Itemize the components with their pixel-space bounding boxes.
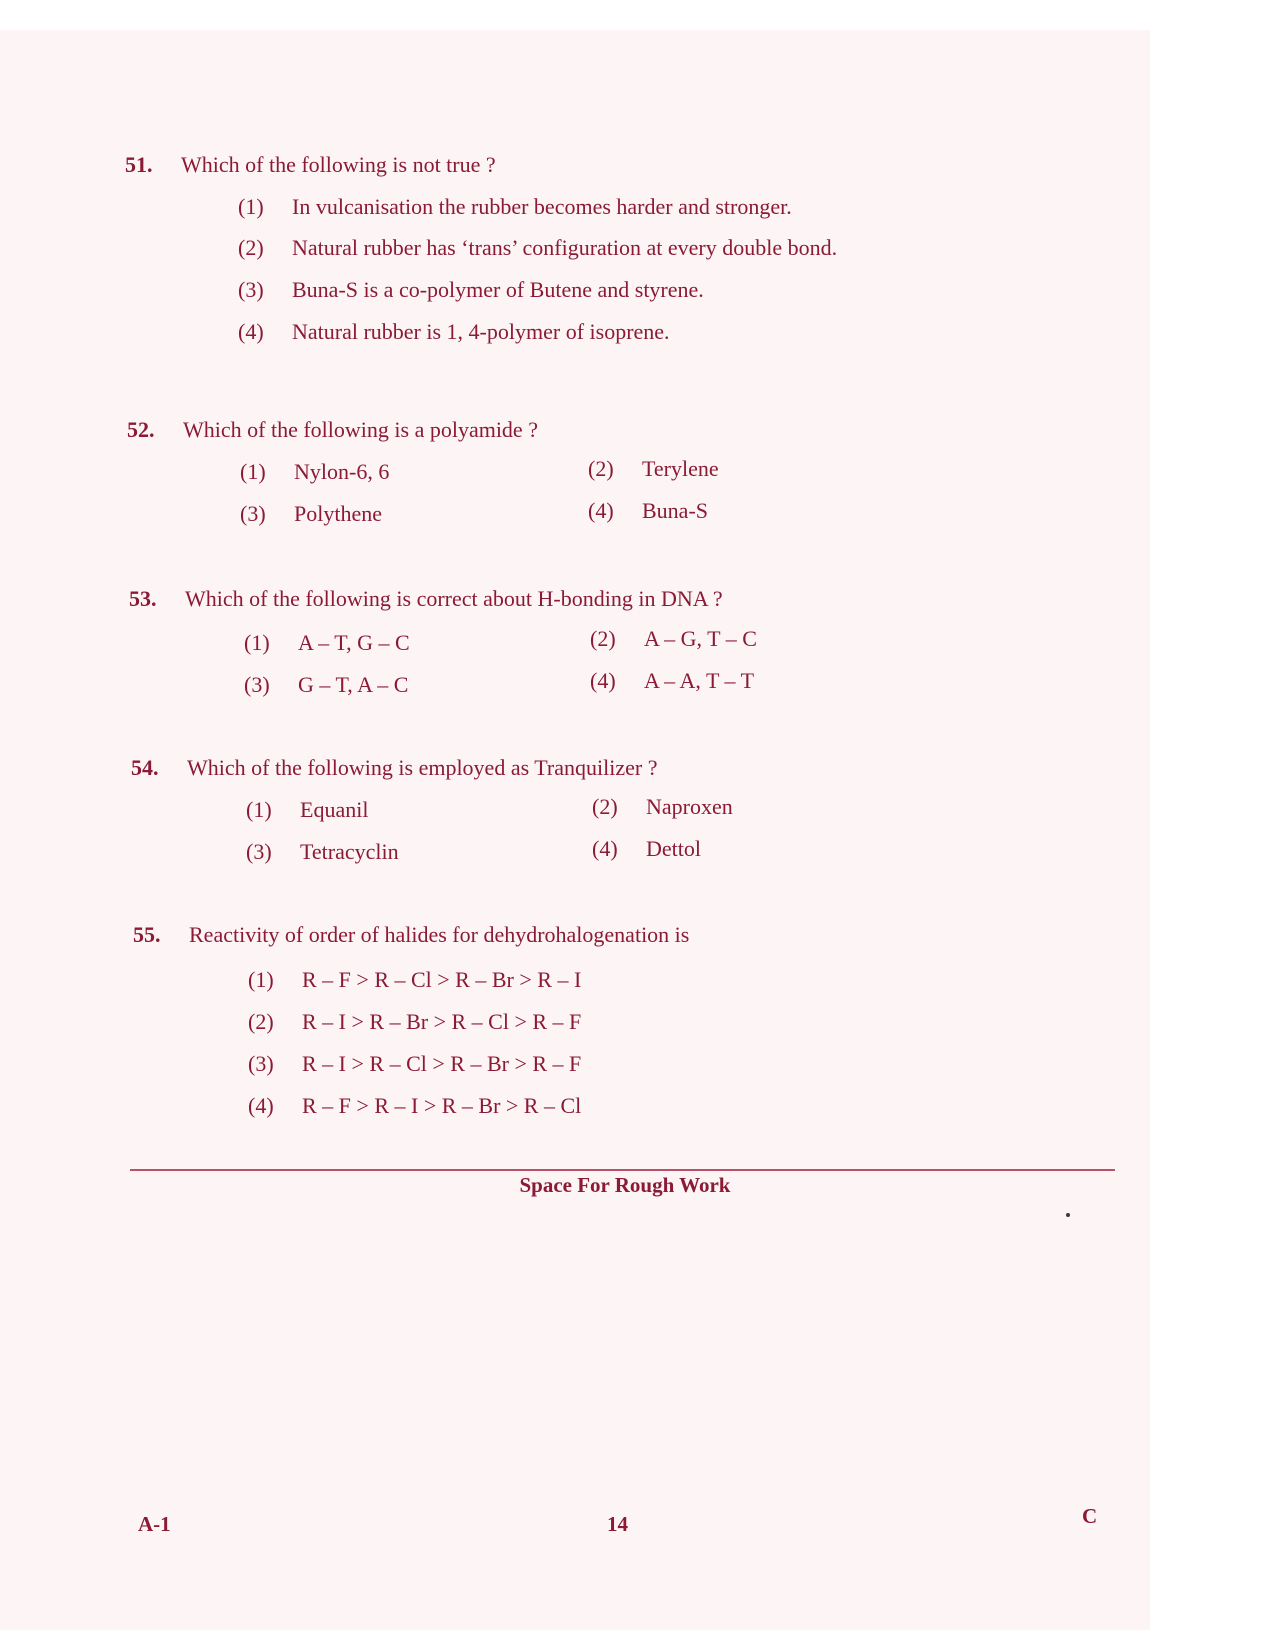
question-text: Reactivity of order of halides for dehydrohalogenation is [189, 922, 690, 947]
option-text: Terylene [642, 456, 719, 481]
option-number: (2) [592, 794, 618, 819]
option-number: (3) [240, 501, 266, 526]
option-text: Polythene [294, 501, 382, 526]
option-55-1 [248, 967, 581, 993]
option-55-2 [248, 1009, 581, 1035]
option-54-3 [246, 839, 399, 865]
option-text: R – I > R – Cl > R – Br > R – F [302, 1051, 582, 1076]
question-number: 53. [129, 586, 157, 611]
option-53-3 [244, 672, 408, 698]
option-number: (2) [238, 235, 264, 260]
option-text: In vulcanisation the rubber becomes harder and stronger. [292, 194, 792, 219]
question-text: Which of the following is employed as Tranquilizer ? [187, 755, 658, 780]
question-number: 52. [127, 417, 155, 442]
option-number: (2) [248, 1009, 274, 1034]
option-number: (4) [588, 498, 614, 523]
option-54-4 [592, 836, 701, 862]
scan-speck [1066, 1213, 1070, 1217]
option-number: (1) [248, 967, 274, 992]
option-text: A – T, G – C [298, 630, 410, 655]
section-divider [130, 1169, 1115, 1171]
series-code: C [1082, 1504, 1098, 1528]
option-text: G – T, A – C [298, 672, 409, 697]
option-text: Nylon-6, 6 [294, 459, 390, 484]
option-text: R – F > R – I > R – Br > R – Cl [302, 1093, 582, 1118]
option-53-1 [244, 630, 410, 656]
option-52-2 [588, 456, 719, 482]
option-number: (2) [588, 456, 614, 481]
option-text: R – F > R – Cl > R – Br > R – I [302, 967, 582, 992]
option-number: (3) [246, 839, 272, 864]
option-number: (2) [590, 626, 616, 651]
option-text: Buna-S is a co-polymer of Butene and styrene. [292, 277, 704, 302]
rough-work-label: Space For Rough Work [519, 1173, 731, 1197]
option-number: (1) [240, 459, 266, 484]
question-text: Which of the following is a polyamide ? [183, 417, 538, 442]
option-55-4 [248, 1093, 581, 1119]
option-text: Equanil [300, 797, 369, 822]
option-number: (1) [244, 630, 270, 655]
question-text: Which of the following is correct about H-bonding in DNA ? [185, 586, 723, 611]
exam-page [0, 30, 1150, 1630]
option-52-1 [240, 459, 389, 485]
option-text: Buna-S [642, 498, 708, 523]
question-text: Which of the following is not true ? [181, 152, 496, 177]
question-number: 51. [125, 152, 153, 177]
option-number: (4) [592, 836, 618, 861]
option-52-3 [240, 501, 382, 527]
option-number: (3) [248, 1051, 274, 1076]
option-54-2 [592, 794, 733, 820]
option-55-3 [248, 1051, 581, 1077]
booklet-code: A-1 [138, 1512, 171, 1536]
option-text: Naproxen [646, 794, 733, 819]
question-number: 55. [133, 922, 161, 947]
option-number: (1) [246, 797, 272, 822]
option-number: (4) [590, 668, 616, 693]
option-text: R – I > R – Br > R – Cl > R – F [302, 1009, 582, 1034]
option-53-4 [590, 668, 754, 694]
option-text: Natural rubber has ‘trans’ configuration at every double bond. [292, 235, 838, 260]
option-52-4 [588, 498, 708, 524]
option-text: A – A, T – T [644, 668, 755, 693]
option-number: (3) [238, 277, 264, 302]
option-number: (1) [238, 194, 264, 219]
option-text: Dettol [646, 836, 701, 861]
page-number: 14 [607, 1512, 628, 1536]
option-number: (4) [238, 319, 264, 344]
option-text: Natural rubber is 1, 4-polymer of isoprene. [292, 319, 670, 344]
option-53-2 [590, 626, 757, 652]
option-54-1 [246, 797, 368, 823]
option-text: A – G, T – C [644, 626, 757, 651]
option-51-1 [238, 194, 792, 220]
option-text: Tetracyclin [300, 839, 399, 864]
option-number: (4) [248, 1093, 274, 1118]
option-51-2 [238, 235, 837, 261]
option-51-4 [238, 319, 670, 345]
option-number: (3) [244, 672, 270, 697]
option-51-3 [238, 277, 704, 303]
question-number: 54. [131, 755, 159, 780]
